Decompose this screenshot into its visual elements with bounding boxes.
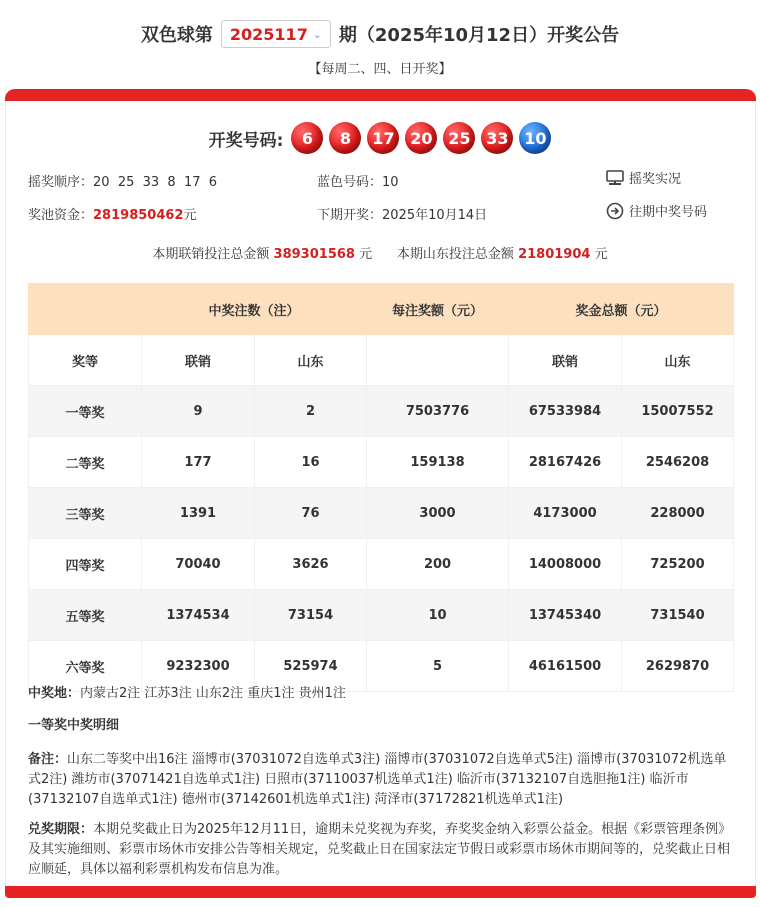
cell-level: 五等奖	[29, 590, 142, 641]
cell-per: 3000	[367, 488, 509, 539]
cell-sd: 525974	[255, 641, 367, 692]
cell-sd: 73154	[255, 590, 367, 641]
cell-total-union: 14008000	[509, 539, 622, 590]
claim-deadline-label: 兑奖期限：	[28, 822, 94, 837]
arrow-circle-icon	[606, 202, 624, 220]
header-union: 联销	[142, 335, 255, 386]
live-draw-label: 摇奖实况	[629, 172, 682, 187]
monitor-icon	[606, 170, 624, 186]
winner-regions	[28, 684, 733, 704]
cell-total-union: 4173000	[509, 488, 622, 539]
cell-sd: 76	[255, 488, 367, 539]
cell-per: 159138	[367, 437, 509, 488]
union-sales-label: 本期联销投注总金额	[152, 247, 270, 262]
cell-level: 二等奖	[29, 437, 142, 488]
cell-total-sd: 15007552	[622, 386, 734, 437]
cell-total-union: 46161500	[509, 641, 622, 692]
header-per-prize: 每注奖额（元）	[367, 284, 509, 335]
cell-sd: 2	[255, 386, 367, 437]
red-ball: 6	[291, 122, 323, 154]
sd-sales-label: 本期山东投注总金额	[396, 247, 514, 262]
issue-select[interactable]	[221, 20, 331, 48]
red-ball: 20	[405, 122, 437, 154]
header-per-blank	[367, 335, 509, 386]
blue-number-label: 蓝色号码：	[317, 175, 383, 190]
claim-deadline-value: 本期兑奖截止日为2025年12月11日，逾期未兑奖视为弃奖，弃奖奖金纳入彩票公益金。根据《彩票管理条例》及其实施细则、彩票市场休市安排公告等相关规定，兑奖截止日在国家法定节假日或彩票市场休市期间等的，兑奖截止日相应顺延，具体以福利彩票机构发布信息为准。	[28, 822, 732, 877]
draw-order	[28, 171, 217, 190]
remarks	[28, 750, 733, 810]
blue-number-value: 10	[382, 175, 399, 190]
cell-total-sd: 725200	[622, 539, 734, 590]
history-link[interactable]	[606, 201, 707, 220]
next-draw-value: 2025年10月14日	[382, 208, 488, 223]
winner-regions-label: 中奖地：	[28, 686, 81, 701]
table-subheader-row	[29, 335, 734, 386]
draw-order-value: 20 25 33 8 17 6	[93, 175, 218, 190]
cell-per: 10	[367, 590, 509, 641]
cell-per: 7503776	[367, 386, 509, 437]
red-ball: 17	[367, 122, 399, 154]
cell-level: 一等奖	[29, 386, 142, 437]
blue-ball: 10	[519, 122, 551, 154]
red-ball: 25	[443, 122, 475, 154]
next-draw	[317, 204, 487, 223]
cell-level: 六等奖	[29, 641, 142, 692]
cell-level: 四等奖	[29, 539, 142, 590]
header-level: 奖等	[29, 335, 142, 386]
cell-union: 177	[142, 437, 255, 488]
cell-union: 1374534	[142, 590, 255, 641]
prize-pool	[28, 204, 197, 223]
cell-sd: 16	[255, 437, 367, 488]
red-ball: 8	[329, 122, 361, 154]
panel-top-bar	[5, 89, 756, 101]
history-label: 往期中奖号码	[629, 205, 708, 220]
table-row	[29, 488, 734, 539]
cell-union: 1391	[142, 488, 255, 539]
prize-pool-value: 2819850462	[93, 208, 184, 223]
cell-total-union: 13745340	[509, 590, 622, 641]
claim-deadline	[28, 820, 733, 880]
live-draw-link[interactable]	[606, 168, 681, 187]
header-total-union: 联销	[509, 335, 622, 386]
chevron-down-icon: ⌄	[312, 27, 322, 41]
winning-numbers-label: 开奖号码:	[208, 130, 284, 151]
sd-sales-value: 21801904	[518, 247, 591, 262]
page-header	[0, 20, 760, 48]
union-sales-unit: 元	[359, 247, 373, 262]
cell-total-sd: 2629870	[622, 641, 734, 692]
title-suffix: 期（2025年10月12日）开奖公告	[338, 25, 620, 46]
cell-union: 9232300	[142, 641, 255, 692]
cell-total-union: 67533984	[509, 386, 622, 437]
first-prize-detail-title: 一等奖中奖明细	[28, 718, 120, 733]
prize-table	[28, 283, 734, 692]
draw-days: 【每周二、四、日开奖】	[308, 62, 452, 77]
header-total-prize: 奖金总额（元）	[509, 284, 734, 335]
table-row	[29, 386, 734, 437]
title-prefix: 双色球第	[140, 25, 213, 46]
sales-summary	[0, 243, 760, 262]
cell-total-union: 28167426	[509, 437, 622, 488]
panel-bottom-bar	[5, 886, 756, 898]
winning-numbers	[0, 122, 760, 154]
cell-level: 三等奖	[29, 488, 142, 539]
cell-per: 5	[367, 641, 509, 692]
cell-sd: 3626	[255, 539, 367, 590]
table-row	[29, 539, 734, 590]
prize-pool-unit: 元	[183, 208, 197, 223]
remarks-label: 备注：	[28, 752, 68, 767]
cell-union: 9	[142, 386, 255, 437]
remarks-value: 山东二等奖中出16注 淄博市(37031072自选单式3注) 淄博市(37031072自选单式5注) 淄博市(37031072机选单式2注) 潍坊市(37071421自选单式1注) 日照市(37110037机选单式1注) 临沂市(37132107自选胆拖1注) 临沂市(37132107自选单式1注) 德州市(37142601机选单式1注) 菏泽市(37172821机选单式1注)	[28, 752, 727, 807]
sd-sales-unit: 元	[594, 247, 608, 262]
cell-per: 200	[367, 539, 509, 590]
union-sales-value: 389301568	[273, 247, 355, 262]
cell-total-sd: 228000	[622, 488, 734, 539]
winner-regions-value: 内蒙古2注 江苏3注 山东2注 重庆1注 贵州1注	[80, 686, 346, 701]
header-total-sd: 山东	[622, 335, 734, 386]
header-sd: 山东	[255, 335, 367, 386]
draw-order-label: 摇奖顺序：	[28, 175, 94, 190]
prize-pool-label: 奖池资金：	[28, 208, 94, 223]
issue-select-value: 2025117	[229, 24, 308, 44]
blue-number	[317, 171, 399, 190]
table-header-row	[29, 284, 734, 335]
next-draw-label: 下期开奖：	[317, 208, 383, 223]
red-ball: 33	[481, 122, 513, 154]
table-row	[29, 437, 734, 488]
table-row	[29, 590, 734, 641]
cell-union: 70040	[142, 539, 255, 590]
cell-total-sd: 731540	[622, 590, 734, 641]
header-winner-count: 中奖注数（注）	[142, 284, 367, 335]
header-blank	[29, 284, 142, 335]
cell-total-sd: 2546208	[622, 437, 734, 488]
